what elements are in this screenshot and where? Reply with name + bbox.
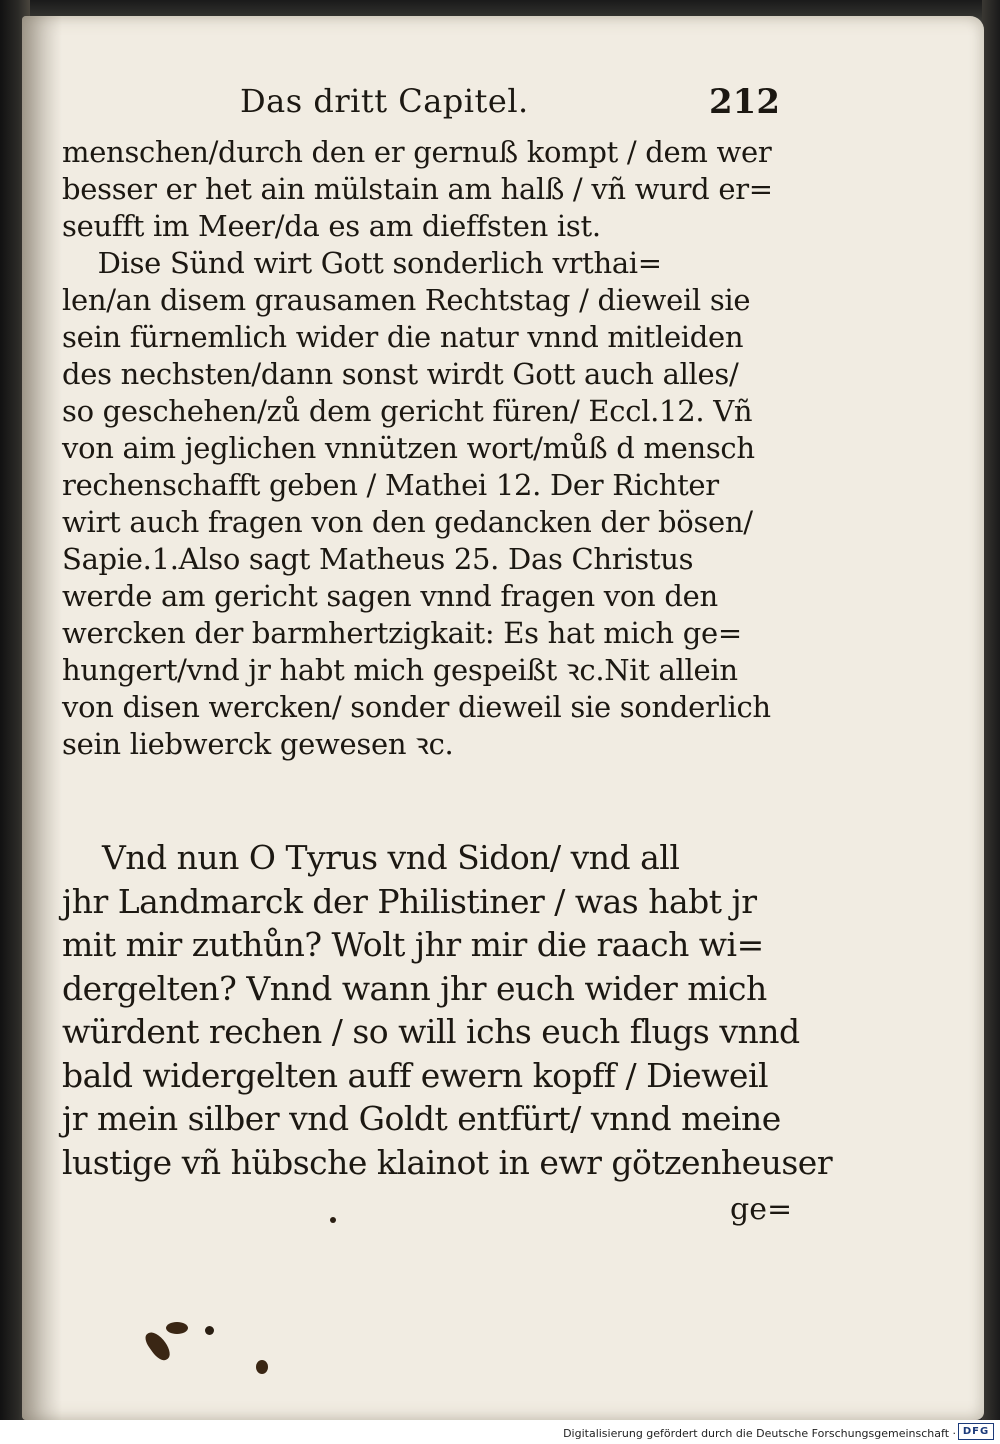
paragraph-2 [62,836,833,1184]
text-line: besser er het ain mülstain am halß / vñ wurd er= [62,172,773,206]
text-line: Dise Sünd wirt Gott sonderlich vrthai= [62,246,662,280]
text-line: len/an disem grausamen Rechtstag / dieweil sie [62,283,751,317]
text-line: lustige vñ hübsche klainot in ewr götzenheuser [62,1142,833,1182]
page-number: 212 [709,82,780,122]
text-line: jhr Landmarck der Philistiner / was habt jr [62,881,757,921]
text-line: jr mein silber vnd Goldt entfürt/ vnnd meine [62,1099,781,1138]
text-line: menschen/durch den er gernuß kompt / dem wer [62,135,772,169]
ink-speck [256,1360,268,1374]
text-line: wirt auch fragen von den gedancken der bösen/ [62,505,753,539]
gutter-shadow [22,16,62,1420]
ink-speck [330,1217,336,1223]
text-line: bald widergelten auff ewern kopff / Dieweil [62,1055,769,1095]
text-line: von aim jeglichen vnnützen wort/můß d mensch [62,431,755,465]
dfg-logo: DFG [958,1423,994,1440]
ink-stain [166,1322,188,1334]
text-line: mit mir zuthůn? Wolt jhr mir die raach wi= [62,925,764,964]
text-line: des nechsten/dann sonst wirdt Gott auch alles/ [62,357,739,391]
text-line: Sapie.1.Also sagt Matheus 25. Das Christus [62,542,694,576]
page-body [62,82,782,763]
running-head [62,82,782,134]
text-line: seufft im Meer/da es am dieffsten ist. [62,209,601,243]
text-line: sein fürnemlich wider die natur vnnd mitleiden [62,320,744,354]
text-line: so geschehen/zů dem gericht füren/ Eccl.12. Vñ [62,394,753,428]
scan-edge-right [982,0,1000,1444]
running-title: Das dritt Capitel. [240,82,529,120]
text-line: Vnd nun O Tyrus vnd Sidon/ vnd all [62,838,680,877]
text-line: werde am gericht sagen vnnd fragen von den [62,579,718,613]
text-line: von disen wercken/ sonder dieweil sie sonderlich [62,690,771,724]
text-line: hungert/vnd jr habt mich gespeißt ꝛc.Nit allein [62,653,738,687]
text-line: sein liebwerck gewesen ꝛc. [62,727,454,761]
ink-speck [205,1326,214,1335]
digitization-credit: Digitalisierung gefördert durch die Deutsche Forschungsgemeinschaft · [563,1427,956,1440]
catchword: ge= [730,1192,793,1227]
text-line: dergelten? Vnnd wann jhr euch wider mich [62,968,767,1008]
text-line: würdent rechen / so will ichs euch flugs vnnd [62,1012,800,1051]
text-line: wercken der barmhertzigkait: Es hat mich ge= [62,616,742,650]
text-line: rechenschafft geben / Mathei 12. Der Richter [62,468,719,502]
paragraph-1 [62,134,782,763]
